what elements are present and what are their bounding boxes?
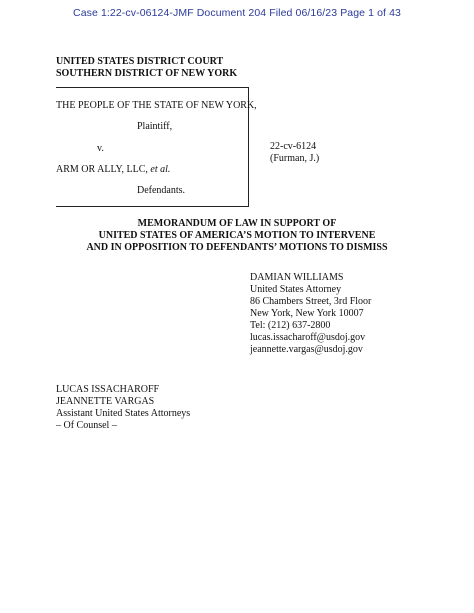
- case-number: 22-cv-6124: [270, 141, 317, 152]
- case-number-block: [270, 141, 319, 165]
- defendant-suffix: et al.: [150, 164, 171, 175]
- plaintiff-role: Plaintiff,: [137, 121, 173, 132]
- attorney-office: United States Attorney: [250, 284, 342, 295]
- counsel-role: – Of Counsel –: [56, 420, 117, 431]
- court-line-1: UNITED STATES DISTRICT COURT: [56, 56, 224, 67]
- defendant-party: [56, 164, 170, 176]
- court-name: [56, 56, 237, 80]
- attorney-name: DAMIAN WILLIAMS: [250, 272, 344, 283]
- attorney-block: [250, 272, 371, 356]
- ecf-header-stamp: Case 1:22-cv-06124-JMF Document 204 Filed 06/16/23 Page 1 of 43: [73, 7, 401, 19]
- counsel-title: Assistant United States Attorneys: [56, 408, 191, 419]
- attorney-city: New York, New York 10007: [250, 308, 364, 319]
- defendant-role: Defendants.: [137, 185, 186, 196]
- title-line-3: AND IN OPPOSITION TO DEFENDANTS’ MOTIONS TO DISMISS: [86, 242, 388, 253]
- attorney-email-2: jeannette.vargas@usdoj.gov: [250, 344, 363, 355]
- title-line-2: UNITED STATES OF AMERICA’S MOTION TO INTERVENE: [98, 230, 376, 241]
- judge-name: (Furman, J.): [270, 153, 320, 164]
- document-title: [56, 218, 418, 254]
- title-line-1: MEMORANDUM OF LAW IN SUPPORT OF: [137, 218, 337, 229]
- counsel-name-2: JEANNETTE VARGAS: [56, 396, 155, 407]
- plaintiff-party: THE PEOPLE OF THE STATE OF NEW YORK,: [56, 100, 257, 111]
- court-line-2: SOUTHERN DISTRICT OF NEW YORK: [56, 68, 238, 79]
- counsel-block: [56, 384, 190, 432]
- attorney-street: 86 Chambers Street, 3rd Floor: [250, 296, 372, 307]
- attorney-tel: Tel: (212) 637-2800: [250, 320, 331, 331]
- versus-label: v.: [97, 143, 104, 154]
- defendant-name: ARM OR ALLY, LLC,: [56, 164, 148, 175]
- attorney-email-1: lucas.issacharoff@usdoj.gov: [250, 332, 366, 343]
- counsel-name-1: LUCAS ISSACHAROFF: [56, 384, 160, 395]
